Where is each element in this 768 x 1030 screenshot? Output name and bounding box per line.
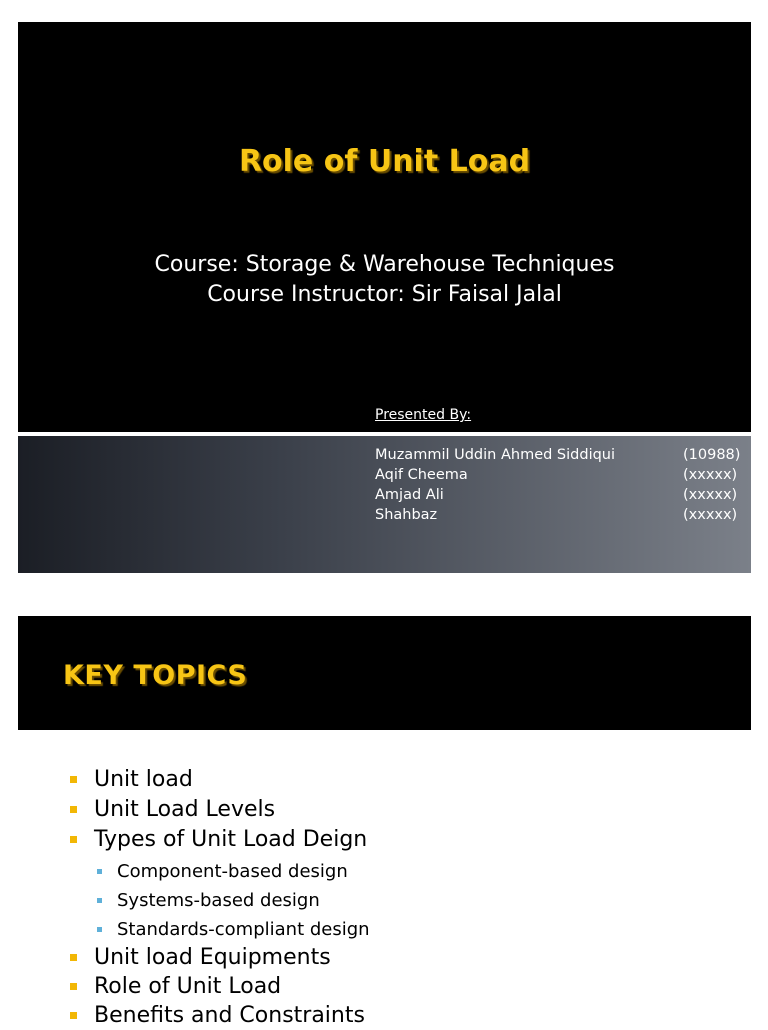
course-line: Course: Storage & Warehouse Techniques — [154, 252, 615, 277]
bullet-icon — [70, 954, 77, 961]
list-item-label: Unit load — [94, 766, 193, 792]
member-id: (xxxxx) — [683, 507, 738, 523]
list-item — [70, 764, 193, 794]
bullet-icon — [70, 836, 77, 843]
member-name: Aqif Cheema — [375, 467, 468, 483]
sub-bullet-icon — [97, 927, 102, 932]
member-row — [375, 485, 745, 505]
member-id: (xxxxx) — [683, 467, 738, 483]
list-item — [70, 942, 331, 972]
list-item-label: Types of Unit Load Deign — [94, 826, 368, 852]
member-row — [375, 465, 745, 485]
sub-list-item — [97, 856, 348, 886]
list-item-label: Component-based design — [117, 860, 348, 882]
member-row — [375, 445, 745, 465]
sub-bullet-icon — [97, 898, 102, 903]
list-item-label: Standards-compliant design — [117, 918, 370, 940]
member-name: Amjad Ali — [375, 487, 444, 503]
list-item — [70, 1000, 365, 1030]
member-name: Shahbaz — [375, 507, 438, 523]
title-slide — [18, 22, 751, 573]
list-item-label: Systems-based design — [117, 889, 320, 911]
sub-list-item — [97, 914, 370, 944]
list-item — [70, 824, 367, 854]
member-name: Muzammil Uddin Ahmed Siddiqui — [375, 447, 616, 463]
list-item-label: Unit load Equipments — [94, 944, 331, 970]
bullet-icon — [70, 806, 77, 813]
instructor-line: Course Instructor: Sir Faisal Jalal — [207, 282, 562, 307]
sub-bullet-icon — [97, 869, 102, 874]
list-item-label: Unit Load Levels — [94, 796, 276, 822]
member-id: (xxxxx) — [683, 487, 738, 503]
presented-by-label: Presented By: — [375, 407, 472, 423]
course-info — [18, 250, 751, 310]
list-item-label: Benefits and Constraints — [94, 1002, 365, 1028]
member-row — [375, 505, 745, 525]
list-item-label: Role of Unit Load — [94, 973, 282, 999]
member-list — [375, 445, 745, 525]
sub-list-item — [97, 885, 320, 915]
bullet-icon — [70, 776, 77, 783]
key-topics-header — [18, 616, 751, 730]
bullet-icon — [70, 983, 77, 990]
slide-title: Role of Unit Load — [238, 144, 531, 179]
bullet-icon — [70, 1012, 77, 1019]
list-item — [70, 971, 281, 1001]
member-id: (10988) — [683, 447, 741, 463]
key-topics-title: KEY TOPICS — [63, 660, 248, 691]
list-item — [70, 794, 275, 824]
